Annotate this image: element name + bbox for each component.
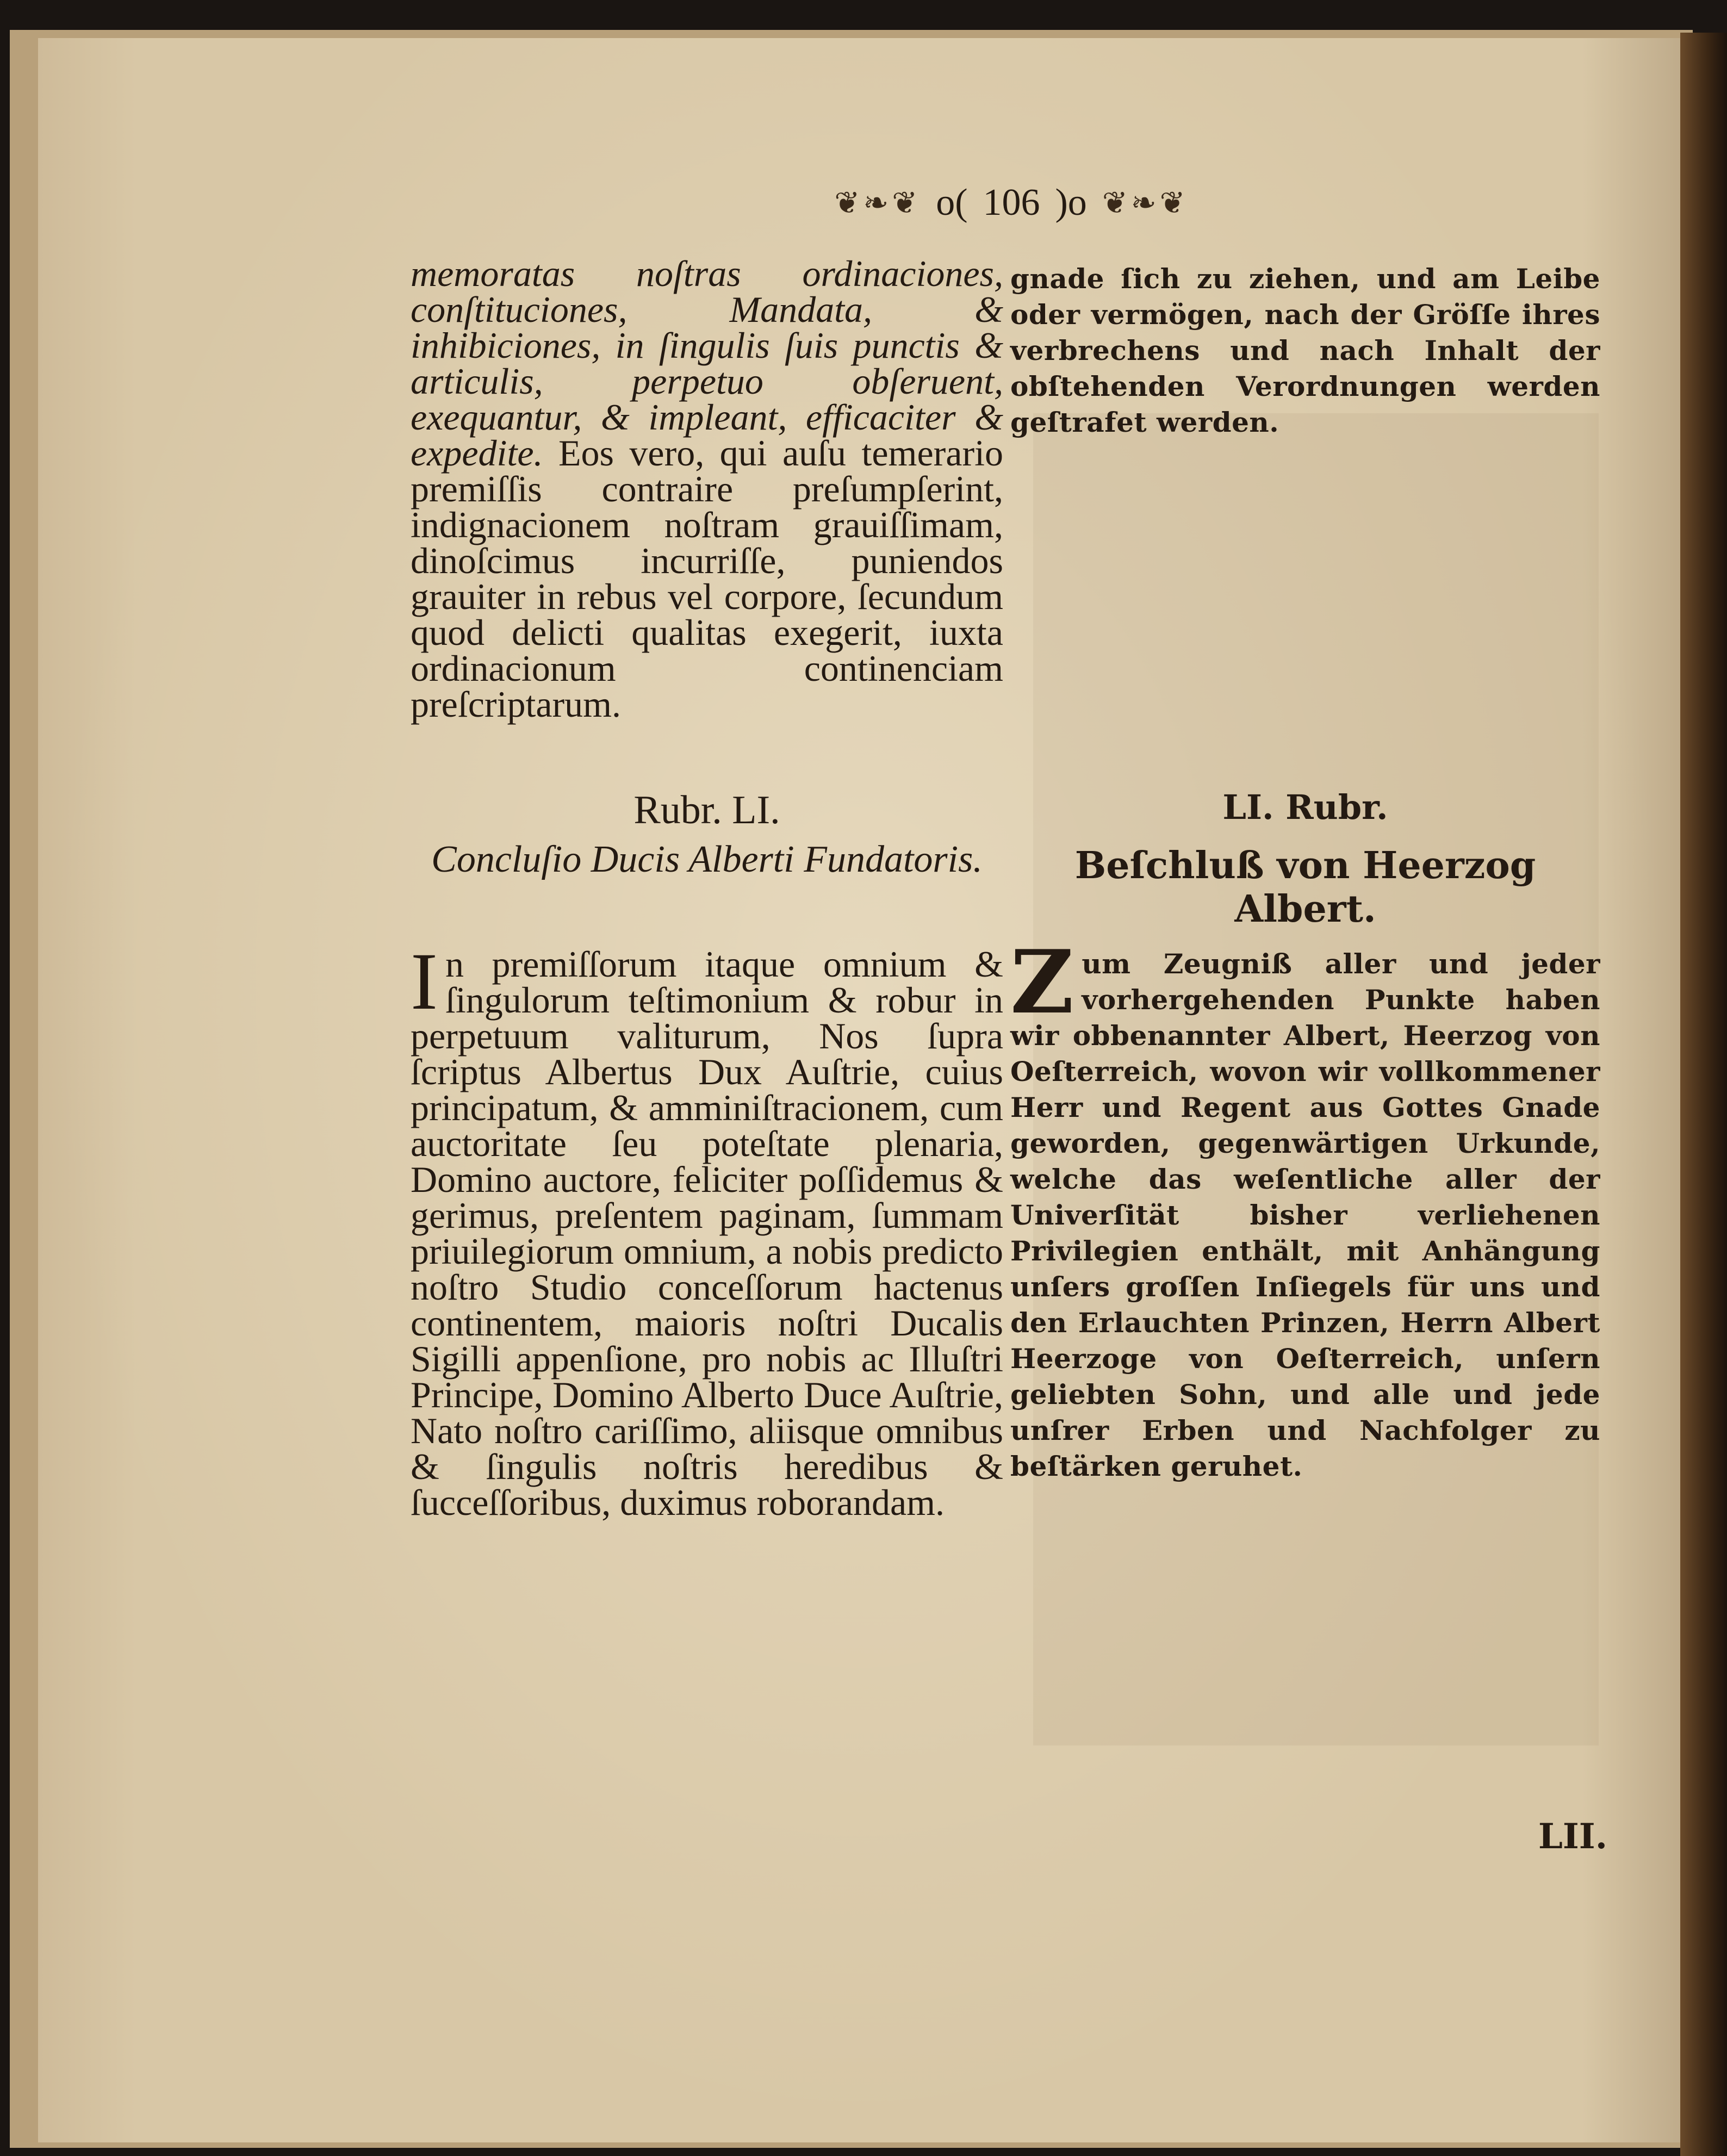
latin-top-italic: memoratas noſtras ordinaciones, conſtituciones, Mandata, & inhibiciones, in ſingulis ſuis punctis & articulis, perpetuo obſeruent, exequantur, & impleant, efficaciter & expedite. [411,253,1003,474]
ornament-right-icon: ❦❧❦ [1102,186,1189,220]
header-paren-right: )o [1055,182,1087,223]
latin-body-text: n premiſſorum itaque omnium & ſingulorum teſtimonium & robur in perpetuum valiturum, Nos ſupra ſcriptus Albertus Dux Auſtrie, cuius principatum, & amminiſtracionem, cum auctoritate ſeu poteſtate plenaria, Domino auctore, feliciter poſſidemus & gerimus, preſentem paginam, ſummam priuilegiorum omnium, a nobis predicto noſtro Studio conceſſorum hactenus continentem, maioris noſtri Ducalis Sigilli appenſione, pro nobis ac Illuſtri Principe, Domino Alberto Duce Auſtrie, Nato noſtro cariſſimo, aliisque omnibus & ſingulis noſtris heredibus & ſucceſſoribus, duximus roborandam. [411,943,1003,1523]
latin-body-paragraph [411,936,1003,1523]
running-header [750,173,1272,233]
heading-german: Beſchluß von Heerzog Albert. [1074,844,1536,931]
heading-latin: Concluſio Ducis Alberti Fundatoris. [431,838,983,880]
page-number: 106 [983,182,1040,223]
german-body-text: um Zeugniß aller und jeder vorhergehenden Punkte haben wir obbenannter Albert, Heerzog von Oeſterreich, wovon wir vollkommener Herr und Regent aus Gottes Gnade geworden, gegenwärtigen Urkunde, welche das weſentliche aller der Univerſität bisher verliehenen Privilegien enthält, mit Anhängung unſers groſſen Inſiegels für uns und den Erlauchten Prinzen, Herrn Albert Heerzoge von Oeſterreich, unſern geliebten Sohn, und alle und jede unſrer Erben und Nachfolger zu beſtärken geruhet. [1010,948,1600,1482]
book-fore-edge [1680,33,1727,2156]
german-top-text: gnade ſich zu ziehen, und am Leibe oder vermögen, nach der Gröſſe ihres verbrechens und nach Inhalt der obſtehenden Verordnungen werden geſtrafet werden. [1010,263,1600,438]
header-paren-left: o( [936,182,968,223]
german-dropcap: Z [1010,931,1074,1033]
catchword: LII. [1538,1816,1607,1857]
latin-top-paragraph [411,253,1003,725]
ornament-left-icon: ❦❧❦ [834,186,921,220]
german-top-paragraph [1010,261,1600,440]
rubric-german: LI. Rubr. [1222,787,1388,827]
rubric-latin: Rubr. LI. [633,788,780,832]
latin-dropcap: I [411,936,438,1027]
latin-top-roman: Eos vero, qui auſu temerario premiſſis contraire preſumpſerint, indignacionem noſtram grauiſſimam, dinoſcimus incurriſſe, puniendos grauiter in rebus vel corpore, ſecundum quod delicti qualitas exegerit, iuxta ordinacionum continenciam preſcriptarum. [411,432,1003,725]
german-body-paragraph [1010,931,1600,1484]
